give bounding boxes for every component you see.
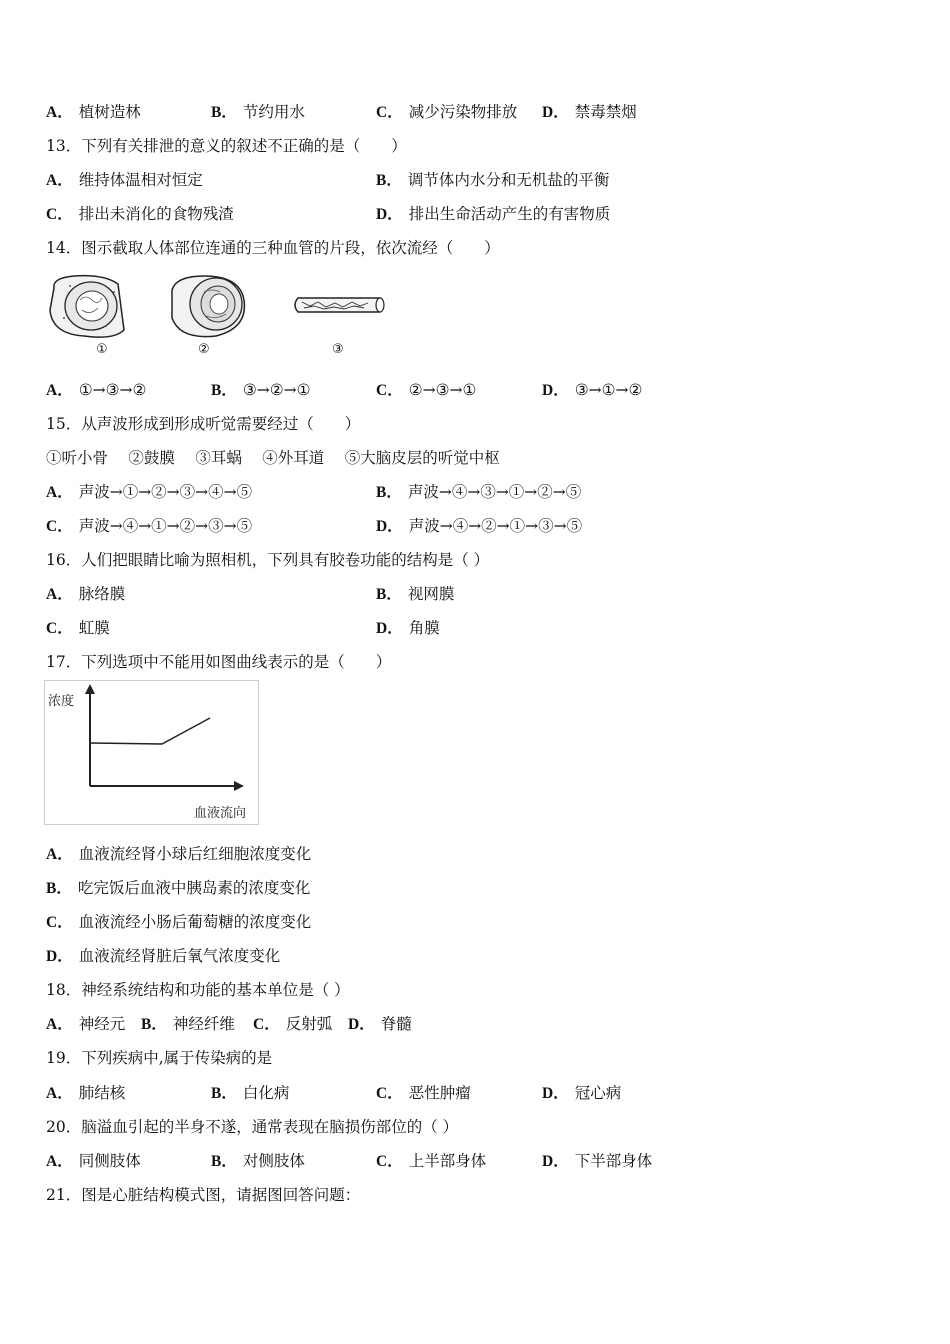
q20-option-d: D． 下半部身体 (542, 1152, 653, 1170)
q19-stem: 19．下列疾病中,属于传染病的是 (46, 1049, 273, 1067)
capillary-illustration (295, 298, 384, 312)
q17-option-d: D． 血液流经肾脏后氧气浓度变化 (46, 947, 281, 965)
q12-option-c: C． 减少污染物排放 (376, 103, 518, 121)
q18-option-c: C． 反射弧 (253, 1015, 333, 1033)
x-axis-label: 血液流向 (194, 806, 247, 821)
q13-option-b: B． 调节体内水分和无机盐的平衡 (376, 171, 610, 189)
q12-option-b: B． 节约用水 (211, 103, 305, 121)
q14-stem: 14．图示截取人体部位连通的三种血管的片段，依次流经（ ） (46, 239, 500, 257)
q15-items: ①听小骨 ②鼓膜 ③耳蜗 ④外耳道 ⑤大脑皮层的听觉中枢 (46, 449, 500, 467)
q17-option-c: C． 血液流经小肠后葡萄糖的浓度变化 (46, 913, 312, 931)
q21-stem: 21．图是心脏结构模式图，请据图回答问题： (46, 1186, 361, 1204)
concentration-graph (44, 680, 260, 826)
q12-option-d: D． 禁毒禁烟 (542, 103, 637, 121)
q13-option-c: C． 排出未消化的食物残渣 (46, 205, 234, 223)
q17-option-b: B． 吃完饭后血液中胰岛素的浓度变化 (46, 879, 311, 897)
figure-label-2: ② (198, 342, 210, 357)
q16-option-a: A． 脉络膜 (46, 585, 126, 603)
q18-option-b: B． 神经纤维 (141, 1015, 235, 1033)
q17-stem: 17．下列选项中不能用如图曲线表示的是（ ） (46, 653, 392, 671)
vein-illustration (172, 276, 244, 337)
q13-option-d: D． 排出生命活动产生的有害物质 (376, 205, 611, 223)
q13-stem: 13．下列有关排泄的意义的叙述不正确的是（ ） (46, 137, 407, 155)
q15-option-a: A． 声波→①→②→③→④→⑤ (46, 483, 253, 501)
q15-option-d: D． 声波→④→②→①→③→⑤ (376, 517, 583, 535)
q19-option-c: C． 恶性肿瘤 (376, 1084, 471, 1102)
q14-option-c: C． ②→③→① (376, 381, 477, 399)
q14-option-b: B． ③→②→① (211, 381, 311, 399)
graph-frame (45, 681, 259, 825)
q16-option-d: D． 角膜 (376, 619, 440, 637)
q19-option-b: B． 白化病 (211, 1084, 290, 1102)
q20-option-b: B． 对侧肢体 (211, 1152, 305, 1170)
q18-option-a: A． 神经元 (46, 1015, 126, 1033)
q17-option-a: A． 血液流经肾小球后红细胞浓度变化 (46, 845, 312, 863)
y-axis-label: 浓度 (48, 694, 75, 709)
figure-label-3: ③ (332, 342, 344, 357)
q20-stem: 20．脑溢血引起的半身不遂，通常表现在脑损伤部位的（ ） (46, 1118, 459, 1136)
q18-stem: 18．神经系统结构和功能的基本单位是（ ） (46, 981, 350, 999)
q19-option-d: D． 冠心病 (542, 1084, 622, 1102)
q20-option-a: A． 同侧肢体 (46, 1152, 141, 1170)
q20-option-c: C． 上半部身体 (376, 1152, 487, 1170)
q15-stem: 15．从声波形成到形成听觉需要经过（ ） (46, 415, 361, 433)
q14-option-d: D． ③→①→② (542, 381, 643, 399)
q16-option-b: B． 视网膜 (376, 585, 455, 603)
q13-option-a: A． 维持体温相对恒定 (46, 171, 203, 189)
q16-option-c: C． 虹膜 (46, 619, 110, 637)
q15-option-b: B． 声波→④→③→①→②→⑤ (376, 483, 582, 501)
q16-stem: 16．人们把眼睛比喻为照相机，下列具有胶卷功能的结构是（ ） (46, 551, 490, 569)
q19-option-a: A． 肺结核 (46, 1084, 126, 1102)
q18-option-d: D． 脊髓 (348, 1015, 412, 1033)
q15-option-c: C． 声波→④→①→②→③→⑤ (46, 517, 253, 535)
q12-option-a: A． 植树造林 (46, 103, 141, 121)
q14-option-a: A． ①→③→② (46, 381, 147, 399)
figure-label-1: ① (96, 342, 108, 357)
artery-illustration (50, 276, 124, 337)
